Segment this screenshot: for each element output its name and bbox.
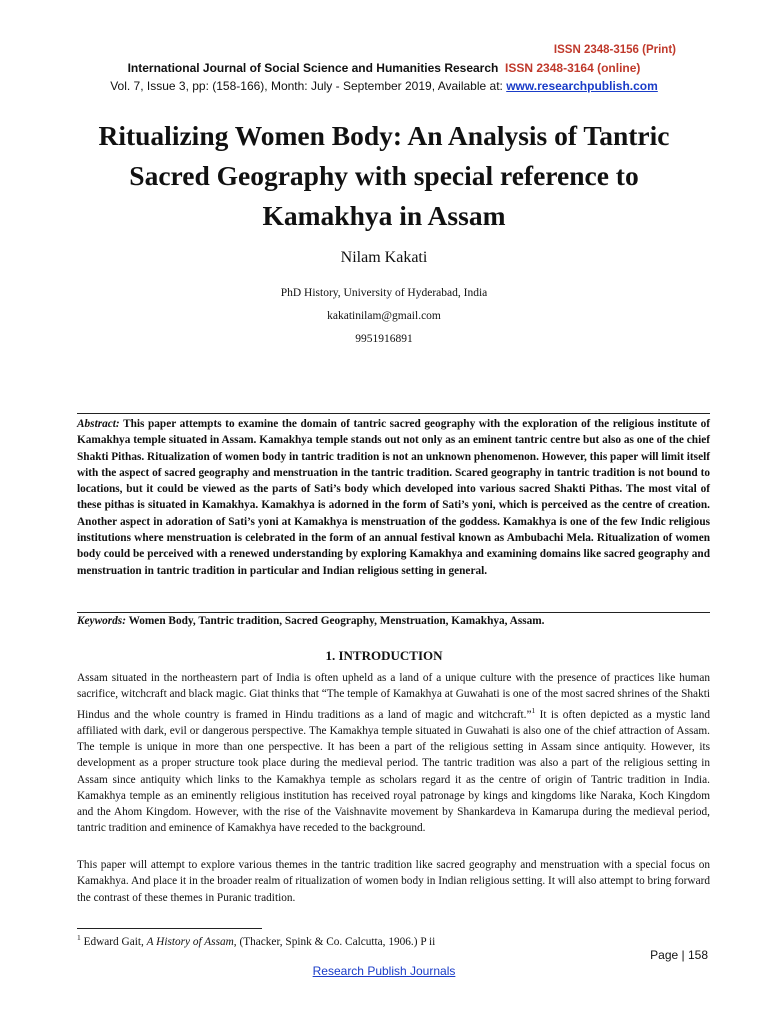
intro-paragraph-1 (77, 670, 710, 837)
author-affiliation: PhD History, University of Hyderabad, India (280, 287, 488, 299)
abstract (77, 416, 710, 579)
journal-header (0, 61, 768, 75)
keywords-text: Women Body, Tantric tradition, Sacred Geography, Menstruation, Kamakhya, Assam. (128, 615, 545, 627)
footnote-marker: 1 (77, 933, 81, 942)
footnote-text: Edward Gait, (80, 935, 147, 948)
intro-paragraph-2: This paper will attempt to explore various themes in the tantric tradition like sacred geography and menstruation with a special focus on Kamakhya. And place it in the broader realm of ritualization of women body in Indian religious setting. It will also attempt to bring forward the contrast of these themes in Puranic tradition. (77, 859, 710, 904)
keywords (77, 615, 710, 627)
author-phone: 9951916891 (355, 333, 413, 345)
publisher-link[interactable]: Research Publish Journals (312, 964, 456, 978)
p1-text-before: Assam situated in the northeastern part of India is often upheld as a land of a unique culture with the presence of practices like human sacrifice, witchcraft and black magic. Giat thinks that “The temple of Kamakhya at Guwahati is one of the most sacred shrines of the Shakti Hindus and the whole country is framed in Hindu traditions as a land of magic and witchcraft.” (77, 672, 710, 721)
footnote (77, 933, 435, 948)
journal-name: International Journal of Social Science and Humanities Research (127, 61, 499, 75)
abstract-label: Abstract: (77, 418, 120, 430)
p1-text-after: It is often depicted as a mystic land affiliated with dark, evil or dangerous perspective. The Kamakhya temple situated in Guwahati is also one of the chief attraction of Assam. The temple is unique in more than one perspective. It has been a part of the religious setting in Assam since antiquity. However, its development as a proper structure took place during the medieval period. The tantric tradition was also a part of the religious setting in Assam since antiquity which links to the Kamakhya temple as scholars regard it as the centre of origin of Tantric tradition in India. Kamakhya temple as an eminently religious institution has received royal patronage by kings and kingdoms like Naraka, Koch Kingdom and the Ahom Kingdom. However, with the rise of the Vaishnavite movement by Shankardeva in Kamarupa during the medieval period, tantric tradition and eminence of Kamakhya have receded to the background. (77, 708, 710, 835)
footnote-publication: , (Thacker, Spink & Co. Calcutta, 1906.) P ii (233, 935, 436, 948)
footnote-ref: 1 (531, 705, 536, 715)
paper-title: Ritualizing Women Body: An Analysis of Tantric Sacred Geography with special reference to Kamakhya in Assam (98, 120, 670, 231)
volume-line (0, 79, 768, 93)
abstract-bottom-rule (77, 612, 710, 613)
abstract-text: This paper attempts to examine the domain of tantric sacred geography with the exploration of the religious institute of Kamakhya temple situated in Assam. Kamakhya temple stands out not only as an eminent tantric centre but also as one of the chief Shakti Pithas. Ritualization of women body in tantric tradition is not an unknown phenomenon. However, this paper will limit itself with the aspect of sacred geography and menstruation in the tantric tradition. Scared geography in tantric tradition is not bound to locations, but it could be viewed as the parts of Sati’s body which developed into various sacred Shakti Pithas. The most vital of these pithas is situated in Kamakhya. Kamakhya is adorned in the form of Sati’s yoni, which is perceived as the centre of creation. Another aspect in adoration of Sati’s yoni at Kamakhya is menstruation of the goddess. Kamakhya is one of the few Indic religious institutions where menstruation is celebrated in the form of an annual festival known as Ambubachi Mela. Ritualization of women body could be perceived with a renewed understanding by exploring Kamakhya and examining domains like sacred geography and menstruation in tantric tradition in particular and Indian religious setting in general. (77, 418, 710, 577)
author-email: kakatinilam@gmail.com (327, 310, 441, 322)
footnote-rule (77, 928, 262, 929)
issn-online: ISSN 2348-3164 (online) (505, 61, 641, 75)
keywords-label: Keywords: (77, 615, 126, 627)
author-name: Nilam Kakati (340, 249, 428, 266)
volume-info: Vol. 7, Issue 3, pp: (158-166), Month: July - September 2019, Available at: (110, 79, 507, 93)
footnote-book-title: A History of Assam (146, 935, 234, 948)
issn-print: ISSN 2348-3156 (Print) (553, 44, 676, 56)
website-link[interactable]: www.researchpublish.com (506, 79, 658, 93)
section-heading: 1. INTRODUCTION (325, 648, 443, 663)
page-number: Page | 158 (650, 948, 708, 962)
abstract-top-rule (77, 413, 710, 414)
